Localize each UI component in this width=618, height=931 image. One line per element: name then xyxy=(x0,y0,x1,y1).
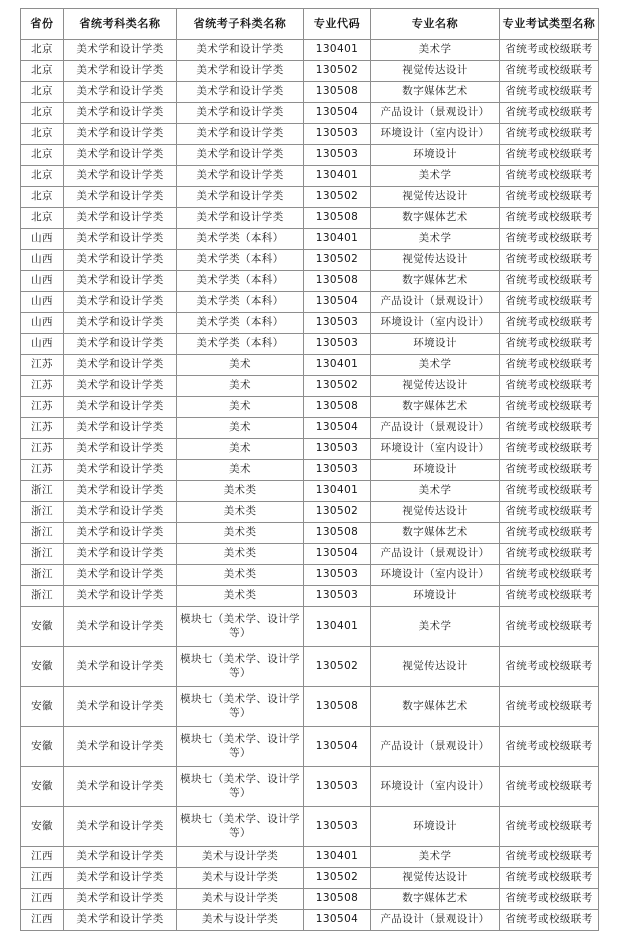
cell-province: 北京 xyxy=(21,82,64,103)
cell-major: 数字媒体艺术 xyxy=(371,523,500,544)
cell-category: 美术学和设计学类 xyxy=(64,334,177,355)
table-row xyxy=(21,271,599,292)
cell-category: 美术学和设计学类 xyxy=(64,145,177,166)
cell-category: 美术学和设计学类 xyxy=(64,910,177,931)
cell-code: 130502 xyxy=(304,868,371,889)
cell-exam_type: 省统考或校级联考 xyxy=(500,565,599,586)
cell-major: 环境设计（室内设计） xyxy=(371,565,500,586)
cell-category: 美术学和设计学类 xyxy=(64,187,177,208)
cell-major: 数字媒体艺术 xyxy=(371,82,500,103)
cell-code: 130508 xyxy=(304,82,371,103)
cell-subcategory: 美术学类（本科） xyxy=(177,250,304,271)
table-row xyxy=(21,687,599,727)
cell-code: 130503 xyxy=(304,460,371,481)
cell-subcategory: 美术学类（本科） xyxy=(177,271,304,292)
cell-category: 美术学和设计学类 xyxy=(64,271,177,292)
cell-code: 130503 xyxy=(304,124,371,145)
cell-subcategory: 美术学和设计学类 xyxy=(177,61,304,82)
cell-major: 数字媒体艺术 xyxy=(371,397,500,418)
cell-code: 130401 xyxy=(304,481,371,502)
cell-exam_type: 省统考或校级联考 xyxy=(500,313,599,334)
table-row xyxy=(21,292,599,313)
cell-province: 安徽 xyxy=(21,687,64,727)
cell-major: 视觉传达设计 xyxy=(371,502,500,523)
column-header-major: 专业名称 xyxy=(371,9,500,40)
column-header-code: 专业代码 xyxy=(304,9,371,40)
column-header-exam-type: 专业考试类型名称 xyxy=(500,9,599,40)
cell-major: 美术学 xyxy=(371,40,500,61)
cell-category: 美术学和设计学类 xyxy=(64,607,177,647)
table-row xyxy=(21,847,599,868)
cell-province: 山西 xyxy=(21,292,64,313)
cell-exam_type: 省统考或校级联考 xyxy=(500,145,599,166)
column-header-subcategory: 省统考子科类名称 xyxy=(177,9,304,40)
table-row xyxy=(21,586,599,607)
cell-code: 130502 xyxy=(304,502,371,523)
cell-category: 美术学和设计学类 xyxy=(64,481,177,502)
cell-code: 130503 xyxy=(304,586,371,607)
cell-exam_type: 省统考或校级联考 xyxy=(500,460,599,481)
cell-major: 美术学 xyxy=(371,481,500,502)
table-row xyxy=(21,208,599,229)
cell-province: 江西 xyxy=(21,889,64,910)
cell-province: 安徽 xyxy=(21,767,64,807)
cell-province: 北京 xyxy=(21,145,64,166)
cell-major: 环境设计（室内设计） xyxy=(371,439,500,460)
cell-subcategory: 美术学和设计学类 xyxy=(177,208,304,229)
cell-code: 130502 xyxy=(304,250,371,271)
table-row xyxy=(21,481,599,502)
cell-major: 数字媒体艺术 xyxy=(371,687,500,727)
cell-code: 130504 xyxy=(304,292,371,313)
cell-major: 美术学 xyxy=(371,355,500,376)
cell-category: 美术学和设计学类 xyxy=(64,439,177,460)
cell-category: 美术学和设计学类 xyxy=(64,208,177,229)
cell-code: 130503 xyxy=(304,767,371,807)
cell-major: 环境设计 xyxy=(371,334,500,355)
cell-major: 环境设计 xyxy=(371,460,500,481)
cell-subcategory: 模块七（美术学、设计学等） xyxy=(177,727,304,767)
table-row xyxy=(21,250,599,271)
cell-code: 130401 xyxy=(304,166,371,187)
cell-province: 江苏 xyxy=(21,460,64,481)
cell-subcategory: 模块七（美术学、设计学等） xyxy=(177,687,304,727)
cell-category: 美术学和设计学类 xyxy=(64,103,177,124)
cell-subcategory: 美术与设计学类 xyxy=(177,847,304,868)
cell-exam_type: 省统考或校级联考 xyxy=(500,187,599,208)
cell-exam_type: 省统考或校级联考 xyxy=(500,910,599,931)
cell-subcategory: 美术学类（本科） xyxy=(177,229,304,250)
cell-province: 浙江 xyxy=(21,544,64,565)
cell-category: 美术学和设计学类 xyxy=(64,727,177,767)
cell-exam_type: 省统考或校级联考 xyxy=(500,544,599,565)
cell-category: 美术学和设计学类 xyxy=(64,544,177,565)
cell-subcategory: 美术学和设计学类 xyxy=(177,187,304,208)
cell-subcategory: 美术学和设计学类 xyxy=(177,103,304,124)
table-row xyxy=(21,767,599,807)
cell-exam_type: 省统考或校级联考 xyxy=(500,868,599,889)
cell-major: 环境设计 xyxy=(371,145,500,166)
table-row xyxy=(21,647,599,687)
cell-province: 浙江 xyxy=(21,586,64,607)
cell-subcategory: 美术学和设计学类 xyxy=(177,82,304,103)
cell-exam_type: 省统考或校级联考 xyxy=(500,807,599,847)
cell-category: 美术学和设计学类 xyxy=(64,376,177,397)
cell-exam_type: 省统考或校级联考 xyxy=(500,124,599,145)
cell-subcategory: 美术 xyxy=(177,460,304,481)
cell-major: 产品设计（景观设计） xyxy=(371,544,500,565)
table-row xyxy=(21,82,599,103)
cell-major: 美术学 xyxy=(371,166,500,187)
table-row xyxy=(21,124,599,145)
cell-code: 130401 xyxy=(304,40,371,61)
cell-category: 美术学和设计学类 xyxy=(64,61,177,82)
cell-exam_type: 省统考或校级联考 xyxy=(500,250,599,271)
cell-major: 视觉传达设计 xyxy=(371,250,500,271)
cell-major: 环境设计 xyxy=(371,807,500,847)
cell-code: 130504 xyxy=(304,418,371,439)
cell-major: 环境设计（室内设计） xyxy=(371,124,500,145)
cell-exam_type: 省统考或校级联考 xyxy=(500,502,599,523)
cell-category: 美术学和设计学类 xyxy=(64,40,177,61)
cell-exam_type: 省统考或校级联考 xyxy=(500,208,599,229)
cell-major: 美术学 xyxy=(371,607,500,647)
cell-category: 美术学和设计学类 xyxy=(64,502,177,523)
cell-subcategory: 美术学类（本科） xyxy=(177,313,304,334)
table-row xyxy=(21,502,599,523)
cell-province: 山西 xyxy=(21,313,64,334)
cell-province: 江苏 xyxy=(21,439,64,460)
cell-major: 环境设计（室内设计） xyxy=(371,767,500,807)
cell-code: 130503 xyxy=(304,334,371,355)
cell-province: 安徽 xyxy=(21,727,64,767)
cell-code: 130503 xyxy=(304,565,371,586)
cell-exam_type: 省统考或校级联考 xyxy=(500,727,599,767)
cell-province: 北京 xyxy=(21,103,64,124)
cell-category: 美术学和设计学类 xyxy=(64,82,177,103)
majors-table xyxy=(20,8,599,931)
cell-category: 美术学和设计学类 xyxy=(64,767,177,807)
cell-code: 130502 xyxy=(304,187,371,208)
table-row xyxy=(21,229,599,250)
cell-exam_type: 省统考或校级联考 xyxy=(500,687,599,727)
cell-province: 浙江 xyxy=(21,565,64,586)
cell-category: 美术学和设计学类 xyxy=(64,586,177,607)
cell-category: 美术学和设计学类 xyxy=(64,687,177,727)
cell-code: 130508 xyxy=(304,208,371,229)
column-header-category: 省统考科类名称 xyxy=(64,9,177,40)
table-row xyxy=(21,727,599,767)
cell-code: 130508 xyxy=(304,687,371,727)
cell-subcategory: 美术 xyxy=(177,397,304,418)
cell-subcategory: 美术与设计学类 xyxy=(177,889,304,910)
cell-province: 北京 xyxy=(21,208,64,229)
table-row xyxy=(21,334,599,355)
cell-exam_type: 省统考或校级联考 xyxy=(500,40,599,61)
cell-major: 产品设计（景观设计） xyxy=(371,418,500,439)
cell-province: 江苏 xyxy=(21,397,64,418)
cell-code: 130502 xyxy=(304,61,371,82)
cell-category: 美术学和设计学类 xyxy=(64,460,177,481)
table-row xyxy=(21,607,599,647)
cell-province: 江西 xyxy=(21,847,64,868)
cell-major: 视觉传达设计 xyxy=(371,61,500,82)
cell-major: 视觉传达设计 xyxy=(371,376,500,397)
cell-exam_type: 省统考或校级联考 xyxy=(500,166,599,187)
cell-subcategory: 模块七（美术学、设计学等） xyxy=(177,607,304,647)
column-header-province: 省份 xyxy=(21,9,64,40)
table-row xyxy=(21,910,599,931)
cell-exam_type: 省统考或校级联考 xyxy=(500,889,599,910)
cell-subcategory: 模块七（美术学、设计学等） xyxy=(177,807,304,847)
table-row xyxy=(21,544,599,565)
cell-major: 产品设计（景观设计） xyxy=(371,727,500,767)
cell-exam_type: 省统考或校级联考 xyxy=(500,82,599,103)
table-header xyxy=(21,9,599,40)
cell-subcategory: 美术 xyxy=(177,439,304,460)
table-row xyxy=(21,103,599,124)
cell-code: 130502 xyxy=(304,647,371,687)
cell-category: 美术学和设计学类 xyxy=(64,313,177,334)
table-row xyxy=(21,889,599,910)
cell-province: 安徽 xyxy=(21,607,64,647)
cell-province: 山西 xyxy=(21,250,64,271)
cell-category: 美术学和设计学类 xyxy=(64,229,177,250)
cell-category: 美术学和设计学类 xyxy=(64,250,177,271)
cell-exam_type: 省统考或校级联考 xyxy=(500,586,599,607)
cell-province: 江西 xyxy=(21,868,64,889)
cell-province: 山西 xyxy=(21,271,64,292)
cell-major: 美术学 xyxy=(371,229,500,250)
cell-code: 130504 xyxy=(304,727,371,767)
cell-province: 北京 xyxy=(21,40,64,61)
cell-code: 130401 xyxy=(304,847,371,868)
cell-category: 美术学和设计学类 xyxy=(64,292,177,313)
cell-subcategory: 美术类 xyxy=(177,565,304,586)
cell-subcategory: 美术学类（本科） xyxy=(177,292,304,313)
cell-subcategory: 模块七（美术学、设计学等） xyxy=(177,767,304,807)
cell-province: 山西 xyxy=(21,334,64,355)
cell-category: 美术学和设计学类 xyxy=(64,355,177,376)
cell-province: 北京 xyxy=(21,61,64,82)
cell-exam_type: 省统考或校级联考 xyxy=(500,418,599,439)
cell-province: 江苏 xyxy=(21,418,64,439)
cell-category: 美术学和设计学类 xyxy=(64,397,177,418)
cell-major: 数字媒体艺术 xyxy=(371,208,500,229)
table-header-row xyxy=(21,9,599,40)
cell-category: 美术学和设计学类 xyxy=(64,889,177,910)
cell-major: 美术学 xyxy=(371,847,500,868)
cell-subcategory: 美术学和设计学类 xyxy=(177,166,304,187)
cell-major: 产品设计（景观设计） xyxy=(371,103,500,124)
cell-exam_type: 省统考或校级联考 xyxy=(500,292,599,313)
table-row xyxy=(21,439,599,460)
cell-category: 美术学和设计学类 xyxy=(64,868,177,889)
cell-code: 130401 xyxy=(304,607,371,647)
table-row xyxy=(21,61,599,82)
cell-code: 130508 xyxy=(304,523,371,544)
cell-exam_type: 省统考或校级联考 xyxy=(500,103,599,124)
cell-category: 美术学和设计学类 xyxy=(64,523,177,544)
table-row xyxy=(21,397,599,418)
table-row xyxy=(21,166,599,187)
cell-major: 产品设计（景观设计） xyxy=(371,910,500,931)
table-row xyxy=(21,523,599,544)
cell-province: 山西 xyxy=(21,229,64,250)
cell-subcategory: 美术类 xyxy=(177,544,304,565)
cell-category: 美术学和设计学类 xyxy=(64,565,177,586)
cell-subcategory: 美术类 xyxy=(177,502,304,523)
cell-subcategory: 美术类 xyxy=(177,586,304,607)
cell-category: 美术学和设计学类 xyxy=(64,847,177,868)
cell-exam_type: 省统考或校级联考 xyxy=(500,334,599,355)
cell-category: 美术学和设计学类 xyxy=(64,807,177,847)
cell-subcategory: 美术学和设计学类 xyxy=(177,40,304,61)
cell-subcategory: 美术与设计学类 xyxy=(177,868,304,889)
cell-major: 产品设计（景观设计） xyxy=(371,292,500,313)
cell-major: 视觉传达设计 xyxy=(371,868,500,889)
cell-major: 视觉传达设计 xyxy=(371,187,500,208)
cell-category: 美术学和设计学类 xyxy=(64,418,177,439)
table-body xyxy=(21,40,599,931)
cell-code: 130504 xyxy=(304,910,371,931)
cell-major: 数字媒体艺术 xyxy=(371,271,500,292)
cell-province: 江苏 xyxy=(21,376,64,397)
cell-subcategory: 美术类 xyxy=(177,481,304,502)
cell-exam_type: 省统考或校级联考 xyxy=(500,355,599,376)
cell-major: 视觉传达设计 xyxy=(371,647,500,687)
cell-exam_type: 省统考或校级联考 xyxy=(500,61,599,82)
cell-code: 130503 xyxy=(304,145,371,166)
cell-exam_type: 省统考或校级联考 xyxy=(500,607,599,647)
cell-exam_type: 省统考或校级联考 xyxy=(500,847,599,868)
table-row xyxy=(21,376,599,397)
cell-code: 130508 xyxy=(304,271,371,292)
cell-exam_type: 省统考或校级联考 xyxy=(500,397,599,418)
cell-subcategory: 美术 xyxy=(177,418,304,439)
cell-category: 美术学和设计学类 xyxy=(64,124,177,145)
cell-major: 环境设计（室内设计） xyxy=(371,313,500,334)
cell-code: 130503 xyxy=(304,313,371,334)
cell-subcategory: 美术 xyxy=(177,376,304,397)
cell-code: 130504 xyxy=(304,103,371,124)
cell-major: 环境设计 xyxy=(371,586,500,607)
cell-category: 美术学和设计学类 xyxy=(64,647,177,687)
cell-major: 数字媒体艺术 xyxy=(371,889,500,910)
cell-code: 130401 xyxy=(304,355,371,376)
table-row xyxy=(21,807,599,847)
cell-subcategory: 美术类 xyxy=(177,523,304,544)
table-row xyxy=(21,868,599,889)
cell-exam_type: 省统考或校级联考 xyxy=(500,376,599,397)
table-row xyxy=(21,355,599,376)
cell-province: 北京 xyxy=(21,187,64,208)
cell-exam_type: 省统考或校级联考 xyxy=(500,523,599,544)
cell-exam_type: 省统考或校级联考 xyxy=(500,229,599,250)
cell-province: 江苏 xyxy=(21,355,64,376)
cell-exam_type: 省统考或校级联考 xyxy=(500,271,599,292)
cell-code: 130503 xyxy=(304,807,371,847)
cell-category: 美术学和设计学类 xyxy=(64,166,177,187)
table-row xyxy=(21,460,599,481)
cell-subcategory: 美术 xyxy=(177,355,304,376)
cell-province: 北京 xyxy=(21,166,64,187)
table-row xyxy=(21,187,599,208)
cell-subcategory: 美术学和设计学类 xyxy=(177,145,304,166)
cell-province: 安徽 xyxy=(21,647,64,687)
cell-code: 130508 xyxy=(304,889,371,910)
cell-subcategory: 美术与设计学类 xyxy=(177,910,304,931)
cell-code: 130504 xyxy=(304,544,371,565)
cell-code: 130401 xyxy=(304,229,371,250)
cell-subcategory: 模块七（美术学、设计学等） xyxy=(177,647,304,687)
table-row xyxy=(21,313,599,334)
cell-province: 浙江 xyxy=(21,481,64,502)
cell-province: 浙江 xyxy=(21,523,64,544)
cell-exam_type: 省统考或校级联考 xyxy=(500,481,599,502)
cell-province: 安徽 xyxy=(21,807,64,847)
cell-exam_type: 省统考或校级联考 xyxy=(500,647,599,687)
cell-code: 130502 xyxy=(304,376,371,397)
cell-province: 北京 xyxy=(21,124,64,145)
table-row xyxy=(21,145,599,166)
cell-code: 130503 xyxy=(304,439,371,460)
cell-province: 江西 xyxy=(21,910,64,931)
cell-subcategory: 美术学和设计学类 xyxy=(177,124,304,145)
table-row xyxy=(21,40,599,61)
cell-exam_type: 省统考或校级联考 xyxy=(500,767,599,807)
cell-exam_type: 省统考或校级联考 xyxy=(500,439,599,460)
cell-subcategory: 美术学类（本科） xyxy=(177,334,304,355)
cell-code: 130508 xyxy=(304,397,371,418)
cell-province: 浙江 xyxy=(21,502,64,523)
table-row xyxy=(21,565,599,586)
table-row xyxy=(21,418,599,439)
